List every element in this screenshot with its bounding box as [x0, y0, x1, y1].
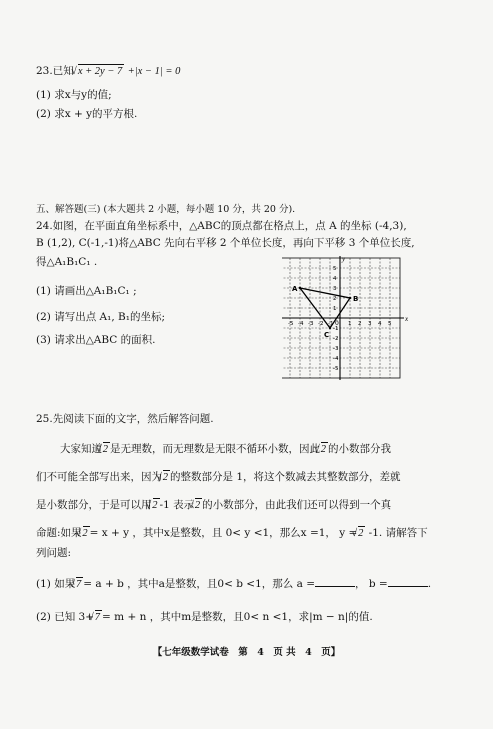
q23-radicand: x + 2y − 7	[77, 66, 123, 77]
vertex-label: B	[353, 295, 359, 303]
page-footer: 【七年级数学试卷 第 4 页 共 4 页】	[152, 647, 341, 658]
q25-p1-b: 是无理数，而无理数是无限不循环小数，因此	[110, 443, 321, 455]
y-tick-label: -4	[333, 356, 339, 362]
y-tick-label: -1	[333, 326, 339, 332]
q25-sub1	[36, 577, 431, 592]
q25-p5: 列问题:	[36, 547, 72, 559]
coordinate-grid-figure	[282, 252, 412, 384]
q25-p4-radical1	[83, 526, 90, 541]
answer-blank-a[interactable]	[315, 577, 355, 587]
q25-p1-a: 大家知道	[60, 443, 102, 455]
q25-p1-radical1	[103, 442, 110, 457]
q23-sub2: (2) 求x + y的平方根.	[36, 108, 138, 120]
x-tick-label: 1	[348, 321, 352, 327]
x-tick-label: -2	[318, 321, 324, 327]
q23-abs-part: +|x − 1| = 0	[127, 66, 181, 77]
q25-p1-r1: 2	[102, 444, 109, 455]
y-tick-label: 1	[333, 306, 337, 312]
q24-line1: 24.如图，在平面直角坐标系中，△ABC的顶点都在格点上，点 A 的坐标 (-4,3),	[36, 220, 407, 232]
y-tick-label: 5	[333, 266, 337, 272]
q25-p3-c: 的小数部分，由此我们还可以得到一个真	[202, 499, 392, 511]
q25-title: 25.先阅读下面的文字，然后解答问题.	[36, 413, 214, 425]
y-tick-label: 3	[333, 286, 337, 292]
q23-radical	[78, 64, 124, 79]
q25-p3-radical1	[153, 498, 160, 513]
y-tick-label: -3	[333, 346, 339, 352]
q25-p3-b: -1 表示	[159, 499, 195, 511]
q25-p4-b: = x + y ，其中x是整数，且 0< y <1，那么x =1， y =	[89, 527, 358, 539]
q25-sub2-a: (2) 已知 3+	[36, 611, 95, 623]
vertex-point	[349, 297, 351, 299]
triangle-abc	[292, 285, 358, 339]
q25-p1	[60, 442, 391, 457]
answer-blank-b[interactable]	[388, 577, 428, 587]
q25-sub2-radical	[95, 610, 102, 625]
q25-p2	[36, 470, 401, 485]
q25-sub1-a: (1) 如果	[36, 578, 76, 590]
q24-line3: 得△A₁B₁C₁ .	[36, 256, 98, 268]
q25-sub2-r: 7	[94, 612, 101, 623]
y-axis-label: y	[342, 255, 346, 263]
q24-sub3: (3) 请求出△ABC 的面积.	[36, 334, 156, 346]
q25-sub1-c: ， b =	[355, 578, 388, 590]
q23-prefix: 23.已知	[36, 65, 74, 77]
q24-line2: B (1,2), C(-1,-1)将△ABC 先向右平移 2 个单位长度，再向下平移 3 个单位长度,	[36, 237, 415, 249]
vertex-point	[329, 327, 331, 329]
x-tick-label: 5	[388, 321, 392, 327]
vertex-label: C	[324, 331, 330, 339]
origin-label: 0	[335, 320, 339, 327]
q25-p4-r2: 2	[358, 528, 364, 539]
q25-p4-r1: 2	[82, 528, 88, 539]
x-tick-label: 4	[378, 321, 382, 327]
q23-stem	[36, 64, 180, 79]
q25-sub1-r: 7	[75, 579, 82, 590]
y-tick-label: -5	[333, 366, 339, 372]
x-axis-label: x	[405, 315, 409, 323]
y-tick-label: 2	[333, 296, 337, 302]
q25-p4	[36, 526, 428, 541]
vertex-point	[299, 287, 301, 289]
q25-sub2-b: = m + n ，其中m是整数，且0< n <1，求|m − n|的值.	[102, 611, 373, 623]
q24-sub1: (1) 请画出△A₁B₁C₁ ;	[36, 285, 137, 297]
x-tick-label: -1	[328, 321, 334, 327]
q25-sub1-d: .	[427, 578, 432, 590]
q25-p2-radical	[163, 470, 170, 485]
q25-p1-radical2	[321, 442, 328, 457]
q25-p3-r2: 2	[194, 500, 201, 511]
q25-sub2	[36, 610, 373, 625]
y-tick-label: 4	[333, 276, 337, 282]
q25-sub1-b: = a + b ，其中a是整数，且0< b <1，那么 a =	[83, 578, 316, 590]
q23-sub1: (1) 求x与y的值;	[36, 89, 112, 101]
q25-p1-c: 的小数部分我	[328, 443, 392, 455]
x-tick-label: 3	[368, 321, 372, 327]
q25-p3-r1: 2	[152, 500, 158, 511]
y-tick-label: -2	[333, 336, 339, 342]
q25-p4-a: 命题:如果	[36, 527, 82, 539]
q25-p2-b: 的整数部分是 1，将这个数减去其整数部分，差就	[170, 471, 401, 483]
q25-p1-r2: 2	[320, 444, 327, 455]
q25-p2-r: 2	[162, 472, 169, 483]
x-tick-label: -5	[288, 321, 294, 327]
q25-p3-a: 是小数部分，于是可以用	[36, 499, 152, 511]
q25-p4-c: -1. 请解答下	[365, 527, 428, 539]
x-tick-label: -4	[298, 321, 304, 327]
section5-title: 五、解答题(三) (本大题共 2 小题，每小题 10 分，共 20 分).	[36, 204, 296, 215]
q25-p2-a: 们不可能全部写出来，因为	[36, 471, 162, 483]
x-tick-label: -3	[308, 321, 314, 327]
q24-sub2: (2) 请写出点 A₁, B₁的坐标;	[36, 311, 165, 323]
vertex-label: A	[292, 285, 298, 293]
x-tick-label: 2	[358, 321, 362, 327]
q25-p3	[36, 498, 391, 513]
